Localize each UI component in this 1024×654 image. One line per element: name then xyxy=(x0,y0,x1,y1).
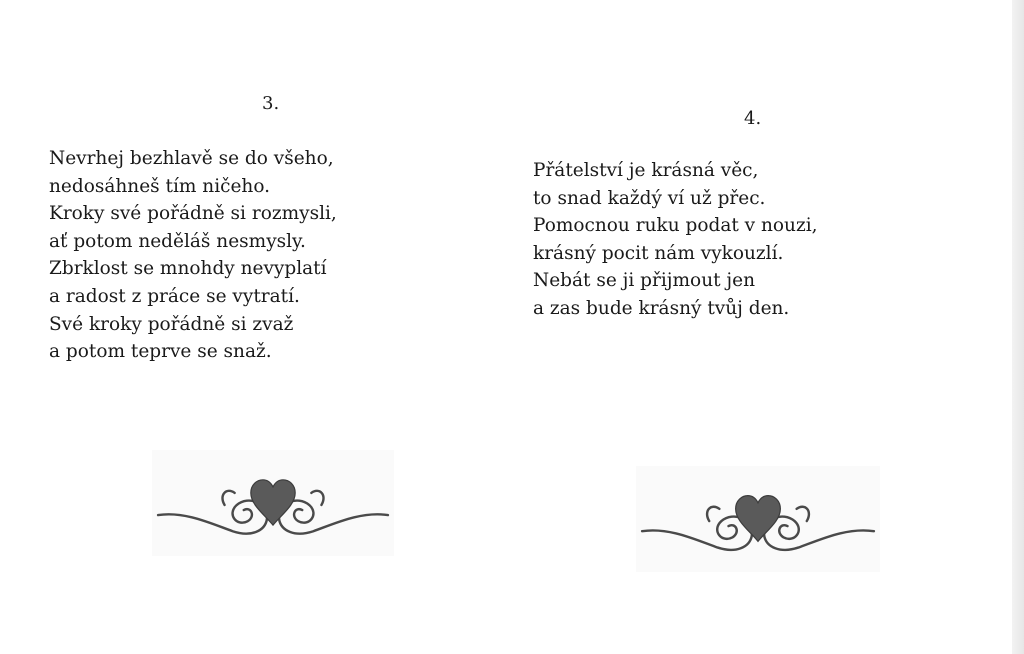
poem-line: Pomocnou ruku podat v nouzi, xyxy=(533,215,818,237)
page-number: 3. xyxy=(262,93,280,114)
heart-scroll-ornament-icon xyxy=(636,466,880,572)
page-number: 4. xyxy=(744,108,762,129)
page-edge xyxy=(1012,0,1024,654)
poem-line: ať potom neděláš nesmysly. xyxy=(49,230,306,252)
poem-line: Kroky své pořádně si rozmysli, xyxy=(49,203,337,225)
poem-line: Nebát se ji přijmout jen xyxy=(533,270,756,292)
poem-line: a radost z práce se vytratí. xyxy=(49,285,300,307)
poem-line: a zas bude krásný tvůj den. xyxy=(533,297,790,319)
poem-line: nedosáhneš tím ničeho. xyxy=(49,175,271,197)
poem-stanza xyxy=(533,157,818,323)
poem-line: Nevrhej bezhlavě se do všeho, xyxy=(49,148,334,169)
poem-line: Zbrklost se mnohdy nevyplatí xyxy=(49,258,327,280)
poem-line: to snad každý ví už přec. xyxy=(533,187,766,209)
poem-line: krásný pocit nám vykouzlí. xyxy=(533,242,784,264)
right-page xyxy=(512,0,1012,654)
poem-line: a potom teprve se snaž. xyxy=(49,341,272,363)
heart-scroll-ornament-icon xyxy=(152,450,394,556)
poem-line: Přátelství je krásná věc, xyxy=(533,160,759,181)
poem-line: Své kroky pořádně si zvaž xyxy=(49,313,294,335)
poem-stanza xyxy=(49,145,337,366)
